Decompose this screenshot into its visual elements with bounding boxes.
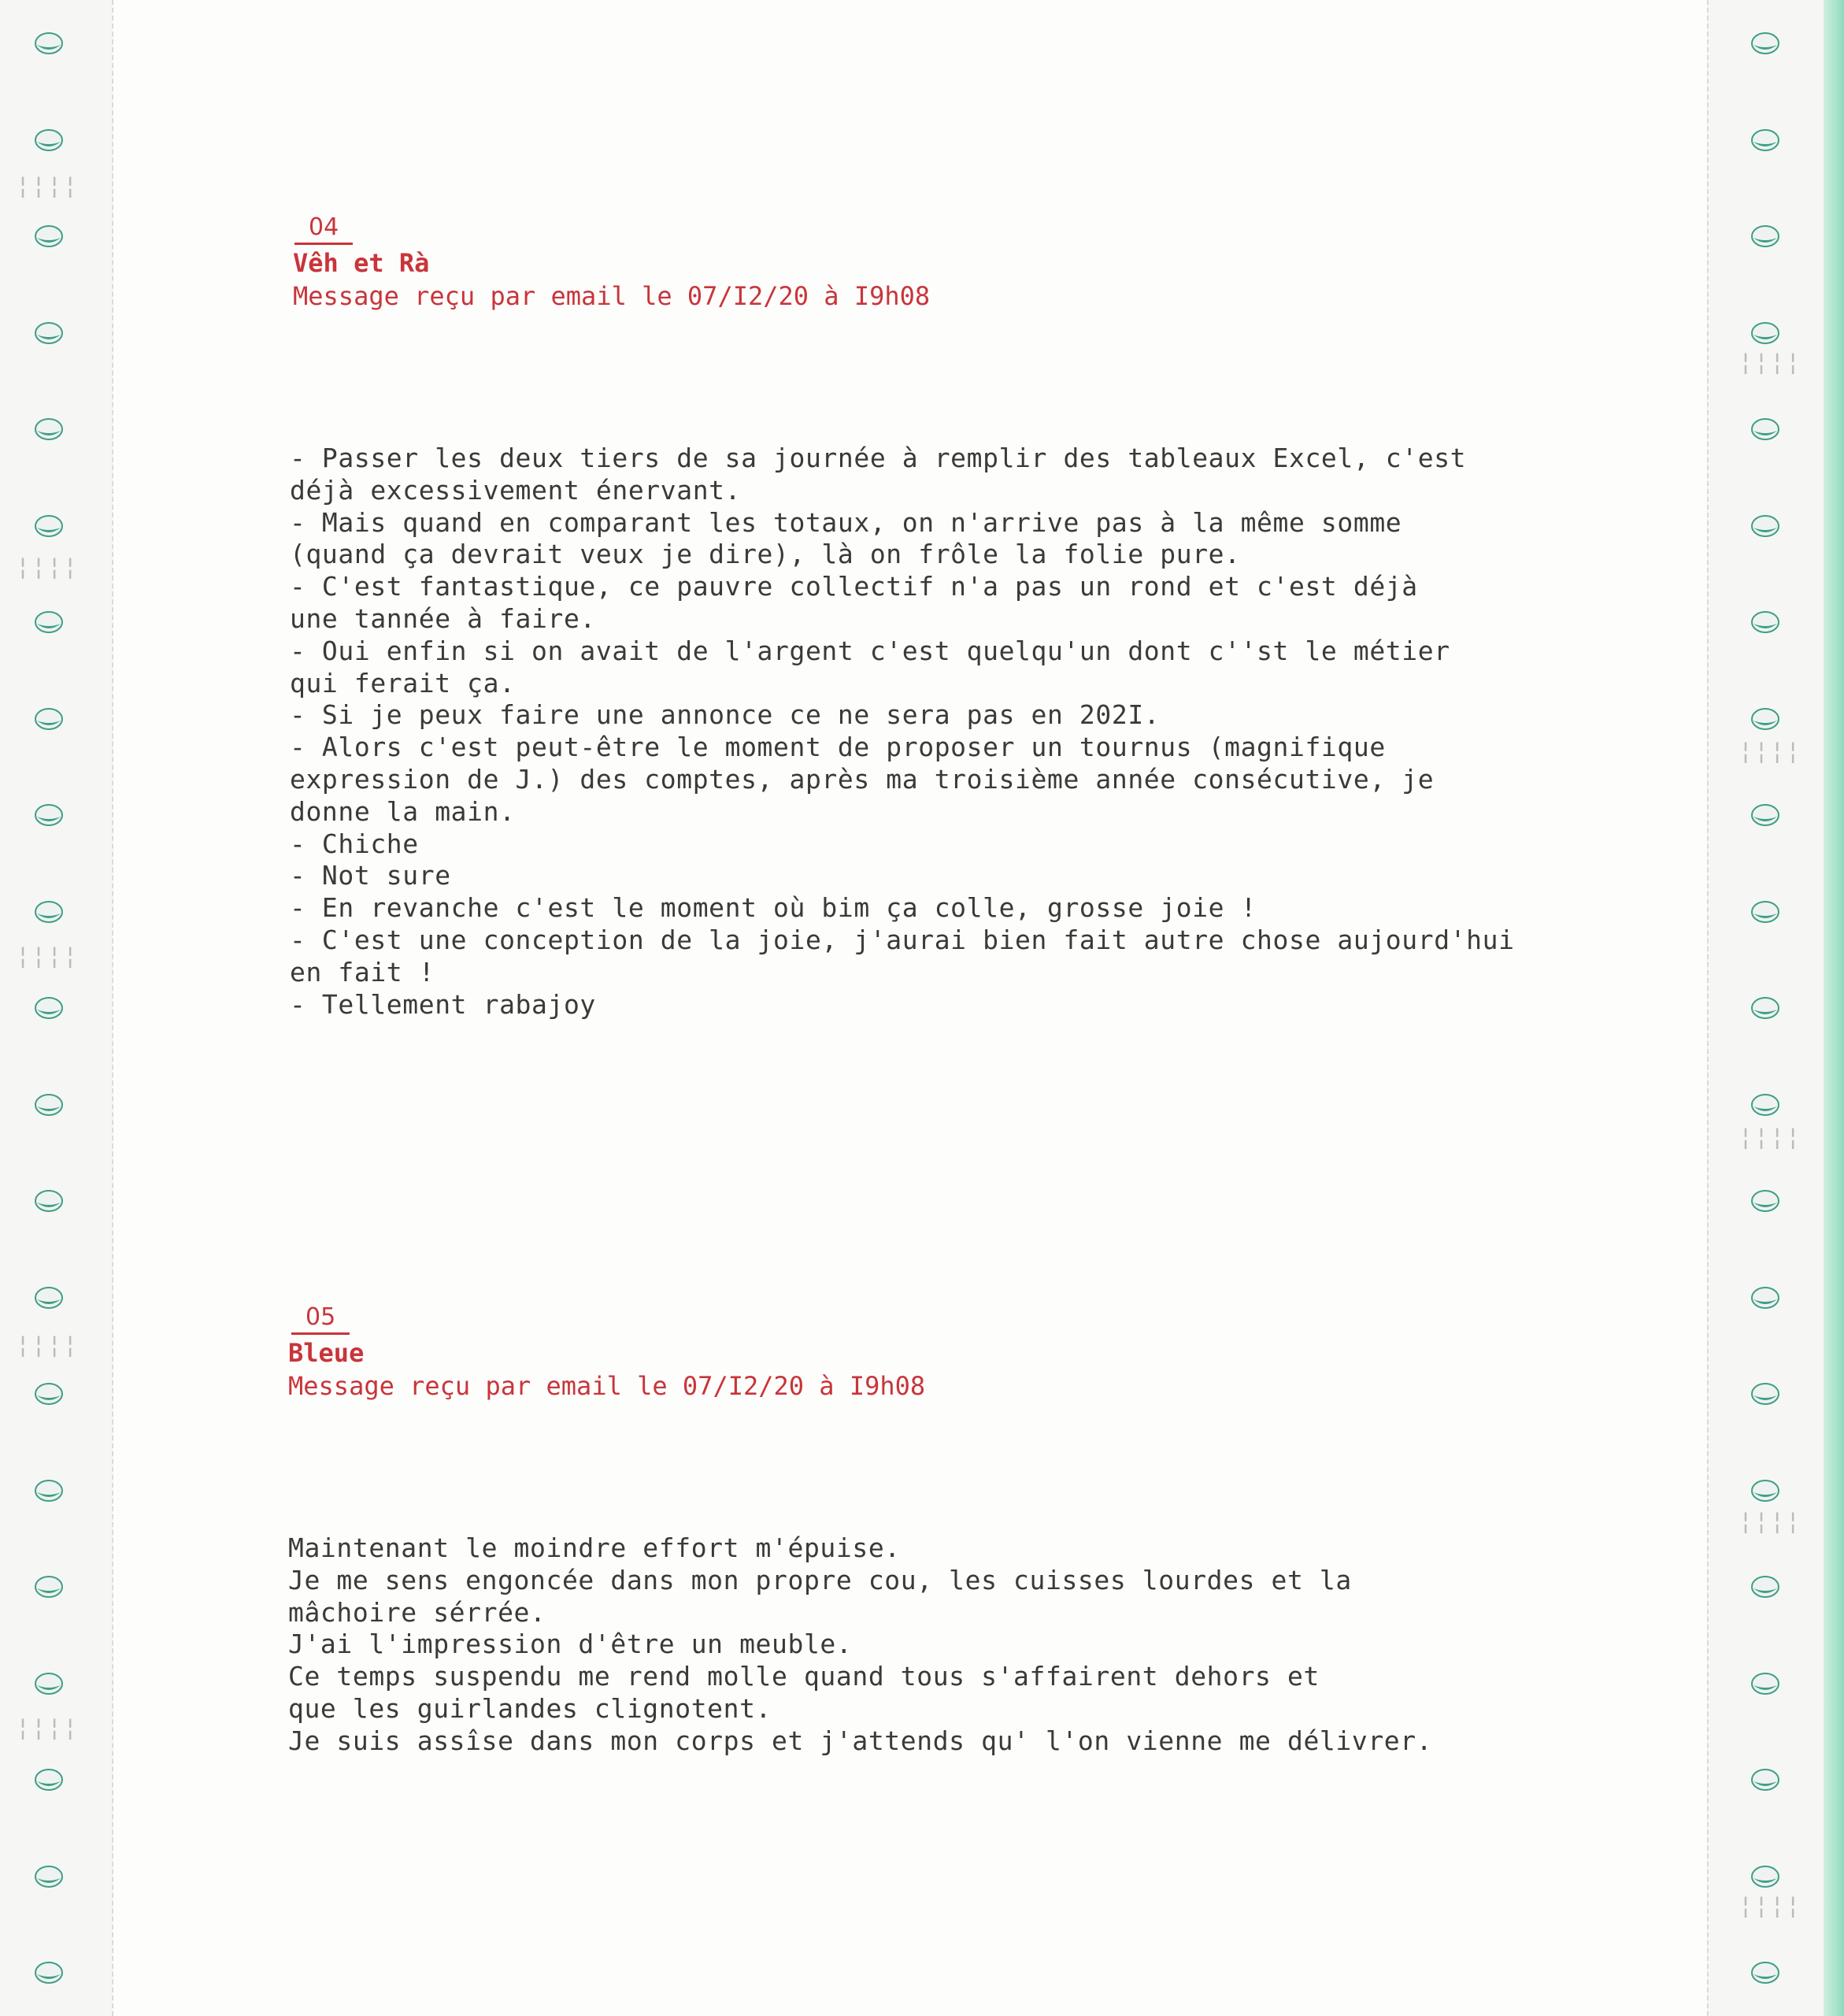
tractor-feed-hole bbox=[1750, 1477, 1781, 1504]
body-line: - Not sure bbox=[290, 860, 451, 891]
entry-title: Bleue bbox=[288, 1338, 365, 1368]
tractor-feed-hole bbox=[33, 127, 65, 154]
tractor-feed-hole bbox=[33, 320, 65, 346]
perforation-mark: ¦¦¦¦ bbox=[16, 172, 80, 200]
right-tractor-feed-strip bbox=[1707, 0, 1844, 2016]
body-line: - Si je peux faire une annonce ce ne sera pas en 202I. bbox=[290, 699, 1161, 731]
tractor-feed-hole bbox=[1750, 30, 1781, 57]
body-line: déjà excessivement énervant. bbox=[290, 474, 742, 506]
body-line: qui ferait ça. bbox=[290, 667, 516, 699]
tractor-feed-hole bbox=[1750, 706, 1781, 732]
body-line: - Tellement rabajoy bbox=[290, 988, 596, 1020]
tractor-feed-hole bbox=[33, 1091, 65, 1118]
tractor-feed-hole bbox=[1750, 1380, 1781, 1407]
perforation-mark: ¦¦¦¦ bbox=[16, 1332, 80, 1359]
perforation-mark: ¦¦¦¦ bbox=[1738, 1508, 1802, 1536]
tractor-feed-hole bbox=[33, 513, 65, 539]
entry-body-05 bbox=[288, 1532, 1595, 1758]
tractor-feed-hole bbox=[1750, 1573, 1781, 1600]
body-line: - En revanche c'est le moment où bim ça colle, grosse joie ! bbox=[290, 892, 1257, 924]
body-line: Maintenant le moindre effort m'épuise. bbox=[288, 1532, 901, 1563]
tractor-feed-hole bbox=[33, 1573, 65, 1600]
entry-title: Vêh et Rà bbox=[293, 248, 430, 278]
tractor-feed-hole bbox=[33, 706, 65, 732]
body-line: Je suis assîse dans mon corps et j'attends qu' l'on vienne me délivrer. bbox=[288, 1725, 1433, 1756]
body-line: que les guirlandes clignotent. bbox=[288, 1692, 772, 1724]
body-line: - Oui enfin si on avait de l'argent c'est quelqu'un dont c''st le métier bbox=[290, 635, 1450, 666]
body-line: une tannée à faire. bbox=[290, 602, 596, 634]
tractor-feed-hole bbox=[1750, 416, 1781, 443]
body-line: mâchoire sérrée. bbox=[288, 1596, 546, 1628]
tractor-feed-hole bbox=[1750, 320, 1781, 346]
body-line: - C'est une conception de la joie, j'aurai bien fait autre chose aujourd'hui bbox=[290, 924, 1515, 955]
tractor-feed-hole bbox=[33, 416, 65, 443]
perforation-mark: ¦¦¦¦ bbox=[1738, 1892, 1802, 1920]
tractor-feed-hole bbox=[1750, 513, 1781, 539]
perforation-mark: ¦¦¦¦ bbox=[16, 943, 80, 970]
perforation-mark: ¦¦¦¦ bbox=[16, 1714, 80, 1742]
tractor-feed-hole bbox=[1750, 223, 1781, 250]
body-line: - Alors c'est peut-être le moment de proposer un tournus (magnifique bbox=[290, 732, 1386, 763]
entry-number: 05 bbox=[305, 1303, 336, 1331]
perforation-mark: ¦¦¦¦ bbox=[1738, 349, 1802, 376]
tractor-feed-hole bbox=[1750, 802, 1781, 828]
left-tractor-feed-strip bbox=[0, 0, 113, 2016]
tractor-feed-hole bbox=[1750, 1766, 1781, 1793]
tractor-feed-hole bbox=[33, 1477, 65, 1504]
body-line: - Passer les deux tiers de sa journée à remplir des tableaux Excel, c'est bbox=[290, 443, 1467, 473]
tractor-feed-hole bbox=[33, 899, 65, 925]
tractor-feed-hole bbox=[1750, 899, 1781, 925]
perforation-mark: ¦¦¦¦ bbox=[1738, 1124, 1802, 1151]
tractor-feed-hole bbox=[33, 802, 65, 828]
body-line: donne la main. bbox=[290, 795, 516, 827]
entry-number: 04 bbox=[309, 213, 339, 241]
body-line: (quand ça devrait veux je dire), là on frôle la folie pure. bbox=[290, 539, 1241, 570]
entry-received-info: Message reçu par email le 07/I2/20 à I9h08 bbox=[293, 281, 931, 311]
body-line: - C'est fantastique, ce pauvre collectif n'a pas un rond et c'est déjà bbox=[290, 571, 1418, 602]
perforation-mark: ¦¦¦¦ bbox=[1738, 738, 1802, 765]
tractor-feed-hole bbox=[33, 1188, 65, 1214]
tractor-feed-hole bbox=[33, 1284, 65, 1311]
tractor-feed-hole bbox=[33, 30, 65, 57]
tractor-feed-hole bbox=[33, 995, 65, 1021]
tractor-feed-hole bbox=[1750, 1959, 1781, 1986]
tractor-feed-hole bbox=[1750, 127, 1781, 154]
entry-body-04 bbox=[290, 443, 1597, 1021]
tractor-feed-hole bbox=[33, 1863, 65, 1890]
body-line: J'ai l'impression d'être un meuble. bbox=[288, 1629, 853, 1660]
tractor-feed-hole bbox=[33, 1670, 65, 1697]
tractor-feed-hole bbox=[1750, 609, 1781, 636]
body-line: - Mais quand en comparant les totaux, on n'arrive pas à la même somme bbox=[290, 506, 1402, 538]
tractor-feed-hole bbox=[33, 1959, 65, 1986]
tractor-feed-hole bbox=[33, 1380, 65, 1407]
tractor-feed-hole bbox=[33, 609, 65, 636]
tractor-feed-hole bbox=[1750, 995, 1781, 1021]
tractor-feed-hole bbox=[1750, 1284, 1781, 1311]
tractor-feed-hole bbox=[1750, 1670, 1781, 1697]
tractor-feed-hole bbox=[33, 1766, 65, 1793]
body-line: en fait ! bbox=[290, 956, 435, 988]
body-line: Ce temps suspendu me rend molle quand tous s'affairent dehors et bbox=[288, 1661, 1320, 1692]
tractor-feed-hole bbox=[1750, 1091, 1781, 1118]
tractor-feed-hole bbox=[33, 223, 65, 250]
body-line: expression de J.) des comptes, après ma troisième année consécutive, je bbox=[290, 763, 1435, 795]
tractor-feed-hole bbox=[1750, 1863, 1781, 1890]
green-paper-edge bbox=[1824, 0, 1844, 2016]
body-line: Je me sens engoncée dans mon propre cou, les cuisses lourdes et la bbox=[288, 1564, 1352, 1595]
body-line: - Chiche bbox=[290, 828, 419, 859]
entry-received-info: Message reçu par email le 07/I2/20 à I9h08 bbox=[288, 1371, 926, 1401]
tractor-feed-hole bbox=[1750, 1188, 1781, 1214]
perforation-mark: ¦¦¦¦ bbox=[16, 554, 80, 581]
